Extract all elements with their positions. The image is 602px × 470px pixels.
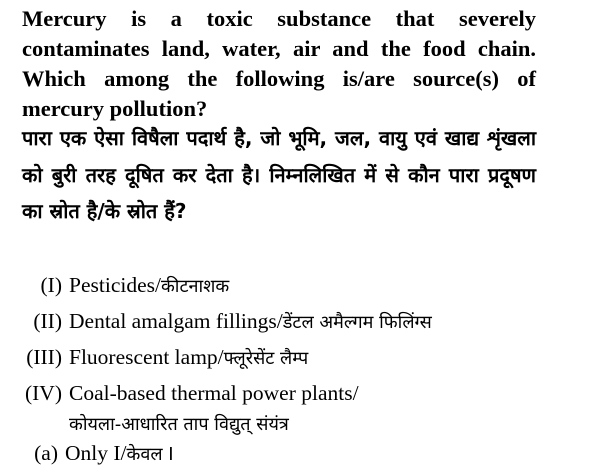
answer-option-label: (a) [34,441,58,465]
statement-text-hindi: फ्लूरेसेंट लैम्प [223,348,309,369]
statement-number: (II) [33,309,62,333]
answer-option-a[interactable] [0,438,174,470]
statement-item-2 [0,304,602,340]
answer-option-text [65,438,174,470]
statement-text-english: Pesticides/ [69,273,161,297]
statement-text-english: Coal-based thermal power plants/ [69,381,359,405]
statement-number: (I) [40,273,62,297]
statement-text [69,268,229,304]
answer-option-text-english: Only I/ [65,441,127,465]
statement-number: (III) [26,345,62,369]
statement-list [0,268,602,440]
statement-text [69,304,432,340]
statement-text-english: Fluorescent lamp/ [69,345,224,369]
answer-option-text-hindi: केवल I [126,444,174,465]
statement-item-3 [0,340,602,376]
statement-item-4 [0,376,602,440]
statement-number: (IV) [24,381,62,405]
statement-text-english: Dental amalgam fillings/ [69,309,283,333]
statement-text [69,376,359,440]
question-english: Mercury is a toxic substance that severely contaminates land, water, air and the food chain. Which among the following is/are source(s) of mercury pollution? [22,6,536,121]
statement-text [69,340,308,376]
statement-item-1 [0,268,602,304]
question-hindi: पारा एक ऐसा विषैला पदार्थ है, जो भूमि, जल, वायु एवं खाद्य शृंखला को बुरी तरह दूषित कर देता है। निम्नलिखित में से कौन पारा प्रदूषण का स्रोत है/के स्रोत हैं? [22,126,536,223]
statement-text-hindi: कोयला-आधारित ताप विद्युत् संयंत्र [69,414,289,435]
statement-text-hindi: डेंटल अमैल्गम फिलिंग्स [282,312,432,333]
statement-text-hindi: कीटनाशक [160,276,230,297]
